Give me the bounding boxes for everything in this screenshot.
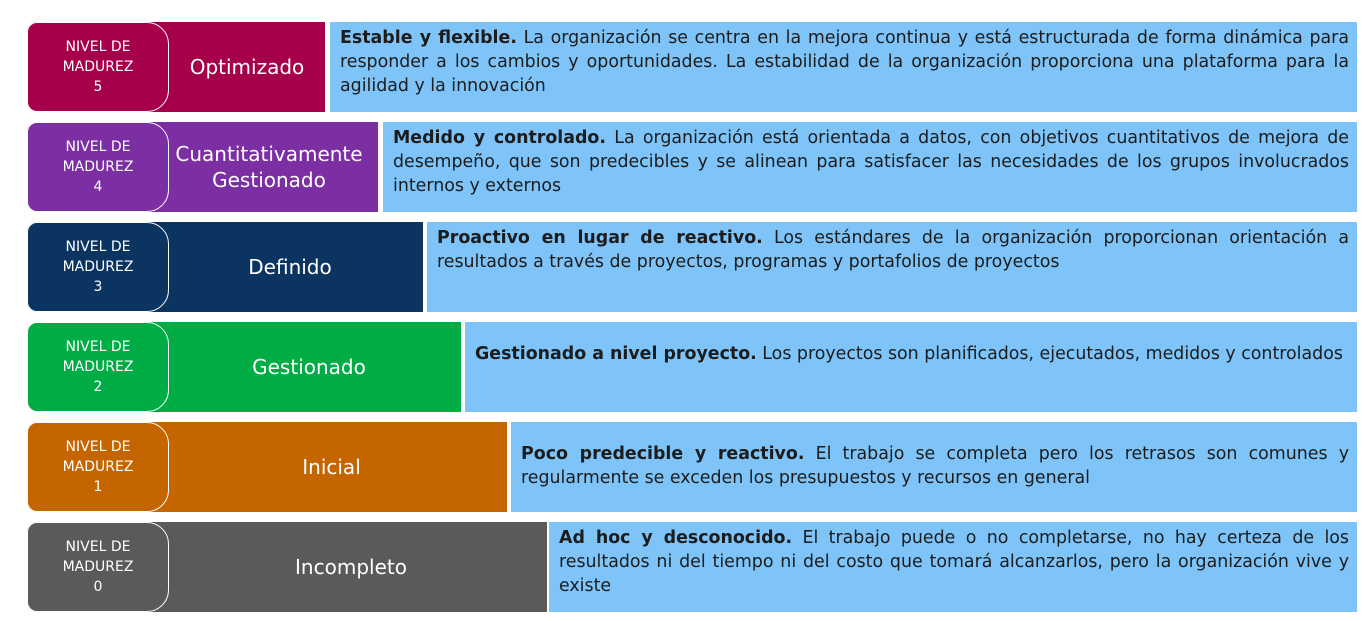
badge-line2: MADUREZ <box>62 158 134 175</box>
description-title: Gestionado a nivel proyecto. <box>475 344 757 364</box>
badge-line2: MADUREZ <box>62 58 134 75</box>
badge-line2: MADUREZ <box>62 258 134 275</box>
badge-number: 3 <box>93 279 103 296</box>
description-title: Ad hoc y desconocido. <box>559 528 793 548</box>
badge-line1: NIVEL DE <box>65 38 131 55</box>
badge-line2: MADUREZ <box>62 558 134 575</box>
maturity-level-1-row <box>27 422 1357 512</box>
maturity-level-5-row <box>27 22 1357 112</box>
level-description <box>549 522 1357 612</box>
level-badge <box>27 22 169 112</box>
level-badge <box>27 322 169 412</box>
level-name: Cuantitativamente Gestionado <box>175 142 363 192</box>
description-text: La organización se centra en la mejora continua y está estructurada de forma dinámica para responder a los cambios y oportunidades. La estabilidad de la organización proporciona una plataforma para la agilidad y la innovación <box>340 28 1349 97</box>
level-name: Gestionado <box>252 355 366 379</box>
level-description <box>465 322 1357 412</box>
badge-number: 2 <box>93 379 103 396</box>
description-title: Estable y flexible. <box>340 28 517 48</box>
badge-line2: MADUREZ <box>62 358 134 375</box>
level-badge <box>27 222 169 312</box>
badge-line1: NIVEL DE <box>65 338 131 355</box>
level-badge <box>27 522 169 612</box>
level-description <box>383 122 1357 212</box>
maturity-level-0-row <box>27 522 1357 612</box>
description-text: Los proyectos son planificados, ejecutados, medidos y controlados <box>756 344 1343 364</box>
description-title: Proactivo en lugar de reactivo. <box>437 228 763 248</box>
level-description <box>511 422 1357 512</box>
level-name: Inicial <box>302 455 361 479</box>
badge-number: 5 <box>93 79 103 96</box>
maturity-level-4-row <box>27 122 1357 212</box>
description-title: Poco predecible y reactivo. <box>521 444 805 464</box>
level-name: Definido <box>248 255 332 279</box>
badge-line2: MADUREZ <box>62 458 134 475</box>
maturity-level-2-row <box>27 322 1357 412</box>
level-description <box>427 222 1357 312</box>
badge-number: 0 <box>93 579 103 596</box>
description-title: Medido y controlado. <box>393 128 606 148</box>
badge-number: 1 <box>93 479 103 496</box>
description-text: El trabajo puede o no completarse, no hay certeza de los resultados ni del tiempo ni del costo que tomará alcanzarlos, pero la organización vive y existe <box>559 528 1349 597</box>
level-description <box>330 22 1357 112</box>
badge-line1: NIVEL DE <box>65 238 131 255</box>
description-text: Los estándares de la organización proporcionan orientación a resultados a través de proyectos, programas y portafolios de proyectos <box>437 228 1349 273</box>
badge-line1: NIVEL DE <box>65 438 131 455</box>
badge-line1: NIVEL DE <box>65 538 131 555</box>
level-name: Optimizado <box>189 55 305 79</box>
level-badge <box>27 422 169 512</box>
level-name: Incompleto <box>295 555 407 579</box>
description-text: La organización está orientada a datos, con objetivos cuantitativos de mejora de desempeño, que son predecibles y se alinean para satisfacer las necesidades de los grupos involucrados internos y externos <box>393 128 1349 197</box>
badge-number: 4 <box>93 179 103 196</box>
description-text: El trabajo se completa pero los retrasos son comunes y regularmente se exceden los presupuestos y recursos en general <box>521 444 1349 489</box>
level-badge <box>27 122 169 212</box>
badge-line1: NIVEL DE <box>65 138 131 155</box>
maturity-level-3-row <box>27 222 1357 312</box>
